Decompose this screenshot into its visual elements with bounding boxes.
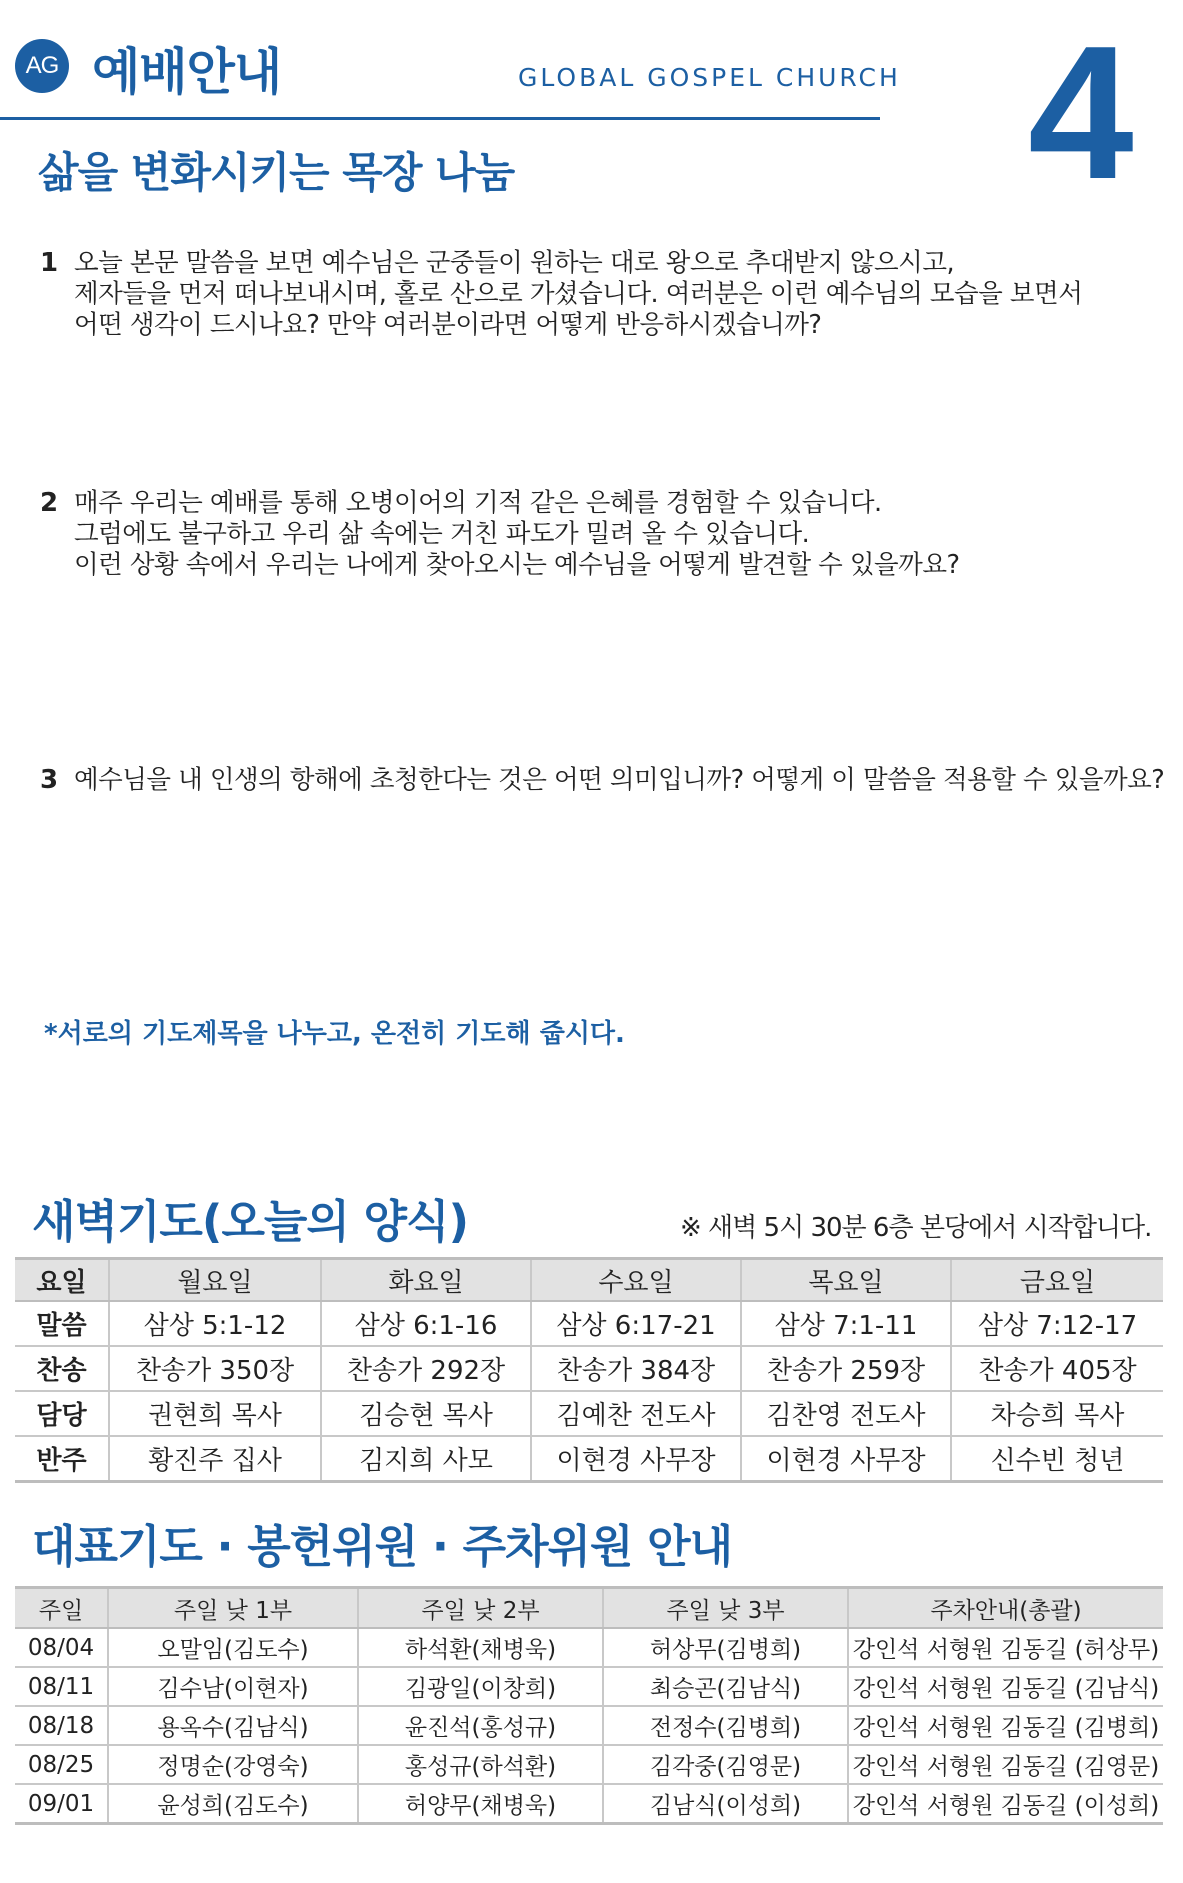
question-text: 오늘 본문 말씀을 보면 예수님은 군중들이 원하는 대로 왕으로 추대받지 않으시고, 제자들을 먼저 떠나보내시며, 홀로 산으로 가셨습니다. 여러분은 이런 예수님의 모습을 보면서 어떤 생각이 드시나요? 만약 여러분이라면 어떻게 반응하시겠습니까? bbox=[74, 248, 1083, 340]
table-cell: 삼상 6:1-16 bbox=[321, 1301, 531, 1346]
table-cell: 전정수(김병희) bbox=[603, 1706, 848, 1745]
church-logo bbox=[15, 39, 69, 93]
date-cell: 08/25 bbox=[15, 1745, 108, 1784]
table-cell: 찬송가 405장 bbox=[951, 1346, 1163, 1391]
table-cell: 홍성규(하석환) bbox=[358, 1745, 603, 1784]
table-cell: 허상무(김병희) bbox=[603, 1628, 848, 1667]
date-cell: 08/18 bbox=[15, 1706, 108, 1745]
table-cell: 김각중(김영문) bbox=[603, 1745, 848, 1784]
table-cell: 강인석 서형원 김동길 (김남식) bbox=[848, 1667, 1163, 1706]
logo-text: AG bbox=[25, 52, 59, 79]
question-text: 매주 우리는 예배를 통해 오병이어의 기적 같은 은혜를 경험할 수 있습니다. 그럼에도 불구하고 우리 삶 속에는 거친 파도가 밀려 올 수 있습니다. 이런 상황 속에서 우리는 나에게 찾아오시는 예수님을 어떻게 발견할 수 있을까요? bbox=[74, 488, 960, 580]
table-cell: 찬송가 292장 bbox=[321, 1346, 531, 1391]
table-cell: 김광일(이창희) bbox=[358, 1667, 603, 1706]
table-cell: 김예찬 전도사 bbox=[531, 1391, 741, 1436]
row-label: 반주 bbox=[15, 1436, 109, 1482]
table-header-row bbox=[15, 1259, 1163, 1302]
table-cell: 차승희 목사 bbox=[951, 1391, 1163, 1436]
table-cell: 허양무(채병욱) bbox=[358, 1784, 603, 1824]
question-number: 3 bbox=[40, 765, 59, 795]
table-row bbox=[15, 1301, 1163, 1346]
column-header: 수요일 bbox=[531, 1259, 741, 1302]
table-cell: 윤진석(홍성규) bbox=[358, 1706, 603, 1745]
section-title: 예배안내 bbox=[92, 43, 282, 101]
date-cell: 08/11 bbox=[15, 1667, 108, 1706]
table-row bbox=[15, 1628, 1163, 1667]
table-cell: 용옥수(김남식) bbox=[108, 1706, 358, 1745]
table-cell: 김지희 사모 bbox=[321, 1436, 531, 1482]
table-cell: 정명순(강영숙) bbox=[108, 1745, 358, 1784]
table-cell: 강인석 서형원 김동길 (김영문) bbox=[848, 1745, 1163, 1784]
column-header: 주일 낮 3부 bbox=[603, 1588, 848, 1629]
question-number: 1 bbox=[40, 248, 59, 278]
table-row bbox=[15, 1667, 1163, 1706]
table-cell: 찬송가 259장 bbox=[741, 1346, 951, 1391]
row-label: 말씀 bbox=[15, 1301, 109, 1346]
table-row bbox=[15, 1706, 1163, 1745]
table-header-row bbox=[15, 1588, 1163, 1629]
table-cell: 삼상 5:1-12 bbox=[109, 1301, 321, 1346]
dawn-prayer-note: ※ 새벽 5시 30분 6층 본당에서 시작합니다. bbox=[680, 1213, 1152, 1243]
column-header: 월요일 bbox=[109, 1259, 321, 1302]
table-cell: 김찬영 전도사 bbox=[741, 1391, 951, 1436]
table-cell: 하석환(채병욱) bbox=[358, 1628, 603, 1667]
date-cell: 09/01 bbox=[15, 1784, 108, 1824]
dawn-prayer-table bbox=[15, 1257, 1163, 1483]
table-row bbox=[15, 1436, 1163, 1482]
sharing-title: 삶을 변화시키는 목장 나눔 bbox=[38, 148, 515, 197]
column-header: 금요일 bbox=[951, 1259, 1163, 1302]
table-cell: 권현희 목사 bbox=[109, 1391, 321, 1436]
table-cell: 최승곤(김남식) bbox=[603, 1667, 848, 1706]
table-cell: 강인석 서형원 김동길 (김병희) bbox=[848, 1706, 1163, 1745]
column-header: 화요일 bbox=[321, 1259, 531, 1302]
table-cell: 삼상 6:17-21 bbox=[531, 1301, 741, 1346]
column-header: 주일 낮 2부 bbox=[358, 1588, 603, 1629]
table-cell: 황진주 집사 bbox=[109, 1436, 321, 1482]
table-cell: 김남식(이성희) bbox=[603, 1784, 848, 1824]
table-row bbox=[15, 1745, 1163, 1784]
table-row bbox=[15, 1346, 1163, 1391]
representatives-title: 대표기도 · 봉헌위원 · 주차위원 안내 bbox=[32, 1520, 733, 1573]
table-cell: 강인석 서형원 김동길 (이성희) bbox=[848, 1784, 1163, 1824]
table-cell: 윤성희(김도수) bbox=[108, 1784, 358, 1824]
table-cell: 삼상 7:12-17 bbox=[951, 1301, 1163, 1346]
question-text: 예수님을 내 인생의 항해에 초청한다는 것은 어떤 의미입니까? 어떻게 이 말씀을 적용할 수 있을까요? bbox=[74, 765, 1165, 795]
representatives-table bbox=[15, 1586, 1163, 1825]
table-cell: 삼상 7:1-11 bbox=[741, 1301, 951, 1346]
table-cell: 김수남(이현자) bbox=[108, 1667, 358, 1706]
table-cell: 김승현 목사 bbox=[321, 1391, 531, 1436]
row-label: 담당 bbox=[15, 1391, 109, 1436]
row-label: 찬송 bbox=[15, 1346, 109, 1391]
column-header: 주차안내(총괄) bbox=[848, 1588, 1163, 1629]
table-cell: 강인석 서형원 김동길 (허상무) bbox=[848, 1628, 1163, 1667]
header-divider bbox=[0, 117, 880, 120]
table-cell: 찬송가 384장 bbox=[531, 1346, 741, 1391]
table-cell: 이현경 사무장 bbox=[531, 1436, 741, 1482]
table-cell: 오말임(김도수) bbox=[108, 1628, 358, 1667]
table-cell: 찬송가 350장 bbox=[109, 1346, 321, 1391]
column-header: 주일 bbox=[15, 1588, 108, 1629]
church-name: GLOBAL GOSPEL CHURCH bbox=[518, 63, 901, 92]
column-header: 주일 낮 1부 bbox=[108, 1588, 358, 1629]
prayer-note: *서로의 기도제목을 나누고, 온전히 기도해 줍시다. bbox=[44, 1019, 625, 1049]
question-number: 2 bbox=[40, 488, 59, 518]
page-number: 4 bbox=[1028, 7, 1134, 219]
table-row bbox=[15, 1784, 1163, 1824]
date-cell: 08/04 bbox=[15, 1628, 108, 1667]
dawn-prayer-title: 새벽기도(오늘의 양식) bbox=[32, 1195, 469, 1248]
table-cell: 이현경 사무장 bbox=[741, 1436, 951, 1482]
column-header: 목요일 bbox=[741, 1259, 951, 1302]
table-cell: 신수빈 청년 bbox=[951, 1436, 1163, 1482]
table-row bbox=[15, 1391, 1163, 1436]
column-header: 요일 bbox=[15, 1259, 109, 1302]
